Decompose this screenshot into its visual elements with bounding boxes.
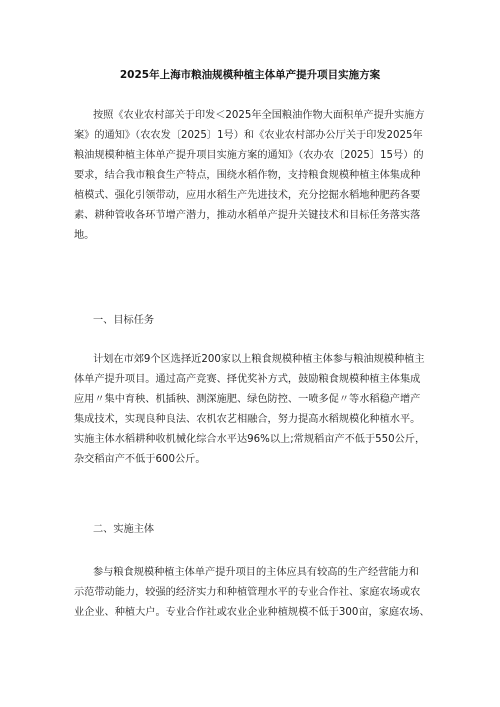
paragraph-line: 地。 (74, 230, 95, 241)
paragraph-subjects (74, 563, 434, 623)
paragraph-line: 粮油规模种植主体单产提升项目实施方案的通知》（农办农〔2025〕15号）的 (74, 150, 424, 161)
paragraph-line: 案》的通知》（农农发〔2025〕1号）和《农业农村部办公厅关于印发2025年 (74, 130, 423, 141)
paragraph-line: 应用〃集中育秧、机插秧、测深施肥、绿色防控、一喷多促〃等水稻稳产增产 (74, 394, 421, 405)
paragraph-line: 体单产提升项目。通过高产竞赛、择优奖补方式，鼓励粮食规模种植主体集成 (74, 374, 421, 385)
paragraph-intro (74, 106, 434, 246)
paragraph-line: 要求，结合我市粮食生产特点，围绕水稻作物，支持粮食规模种植主体集成种 (74, 170, 421, 181)
paragraph-line: 示范带动能力，较强的经济实力和种植管理水平的专业合作社、家庭农场或农 (74, 587, 421, 598)
paragraph-line: 参与粮食规模种植主体单产提升项目的主体应具有较高的生产经营能力和 (93, 567, 419, 578)
paragraph-line: 实施主体水稻耕种收机械化综合水平达96%以上;常规稻亩产不低于550公斤， (74, 434, 426, 445)
section-heading-goals: 一、目标任务 (93, 315, 155, 326)
paragraph-line: 按照《农业农村部关于印发＜2025年全国粮油作物大面积单产提升实施方 (93, 110, 425, 121)
paragraph-line: 业企业、种植大户。专业合作社或农业企业种植规模不低于300亩，家庭农场、 (74, 607, 430, 618)
paragraph-goals (74, 350, 434, 470)
paragraph-line: 素、耕种管收各环节增产潜力，推动水稻单产提升关键技术和目标任务落实落 (74, 210, 421, 221)
paragraph-line: 集成技术，实现良种良法、农机农艺相融合，努力提高水稻规模化种植水平。 (74, 414, 421, 425)
paragraph-line: 计划在市郊9个区选择近200家以上粮食规模种植主体参与粮油规模种植主 (93, 354, 425, 365)
paragraph-line: 植模式、强化引领带动，应用水稻生产先进技术，充分挖掘水稻地种肥药各要 (74, 190, 421, 201)
paragraph-line: 杂交稻亩产不低于600公斤。 (74, 454, 206, 465)
section-heading-subjects: 二、实施主体 (93, 524, 155, 535)
document-title: 2025年上海市粮油规模种植主体单产提升项目实施方案 (119, 69, 381, 81)
